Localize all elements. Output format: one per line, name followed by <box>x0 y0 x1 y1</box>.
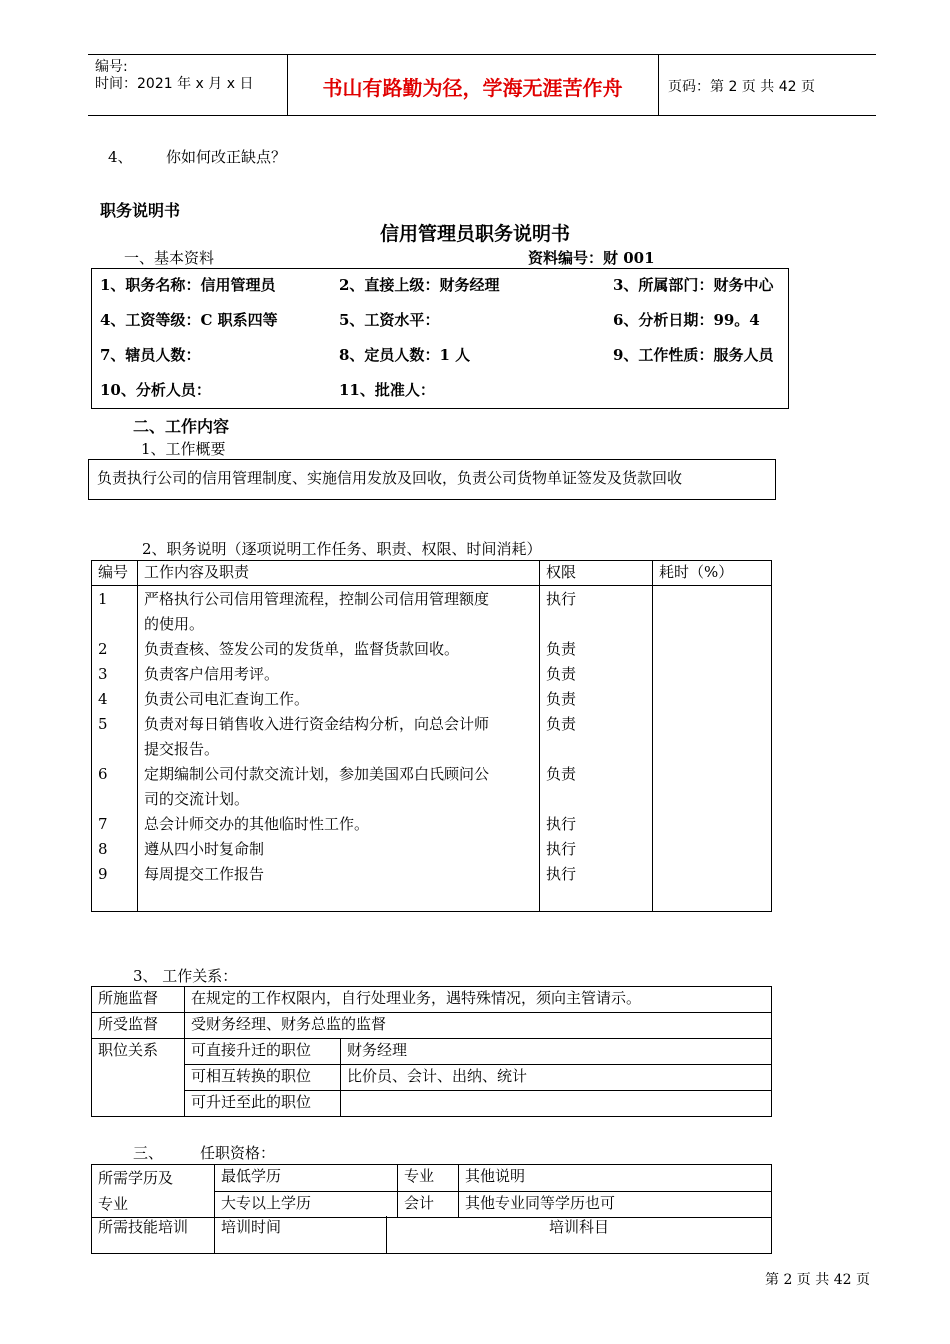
duty-line: 每周提交工作报告 <box>144 865 265 883</box>
duties-authority-column <box>540 586 653 912</box>
header-divider-right <box>658 54 659 115</box>
basic-cell: 9、工作性质：服务人员 <box>613 346 774 364</box>
qualifications-table <box>91 1164 772 1218</box>
duty-line: 负责对每日销售收入进行资金结构分析，向总会计师 <box>144 715 490 733</box>
section-title: 职务说明书 <box>100 201 181 220</box>
basic-cell: 10、分析人员： <box>100 381 211 399</box>
duties-header-authority: 权限 <box>540 561 653 586</box>
duty-authority: 负责 <box>546 765 577 783</box>
duty-line: 负责公司电汇查询工作。 <box>144 690 310 708</box>
duties-header-content: 工作内容及职责 <box>138 561 540 586</box>
training-table <box>91 1216 772 1254</box>
training-time: 培训时间 <box>215 1216 387 1253</box>
relations-label: 3、 工作关系： <box>133 967 238 985</box>
basic-info-box <box>91 268 789 409</box>
qualifications-number: 三、 <box>133 1144 164 1162</box>
header-time-label: 时间：2021 年 x 月 x 日 <box>95 76 254 92</box>
duty-line: 定期编制公司付款交流计划，参加美国邓白氏顾问公 <box>144 765 490 783</box>
question-number: 4、 <box>108 148 133 166</box>
duty-authority: 执行 <box>546 590 577 608</box>
position-value: 财务经理 <box>341 1039 772 1065</box>
basic-cell: 7、辖员人数： <box>100 346 201 364</box>
work-overview-label: 1、工作概要 <box>141 440 226 458</box>
duties-content-column <box>138 586 540 912</box>
duty-line: 严格执行公司信用管理流程，控制公司信用管理额度 <box>144 590 490 608</box>
min-education-value: 大专以上学历 <box>215 1191 398 1218</box>
duties-no-column <box>92 586 138 912</box>
basic-cell: 4、工资等级：C 职系四等 <box>100 311 278 329</box>
major-label: 专业 <box>398 1165 459 1192</box>
header-number-label: 编号: <box>95 59 128 75</box>
table-row: 1 <box>98 590 108 608</box>
major-value: 会计 <box>398 1191 459 1218</box>
duty-line: 司的交流计划。 <box>144 790 250 808</box>
supervise-label: 所施监督 <box>92 987 185 1013</box>
position-value <box>341 1091 772 1117</box>
document-code: 资料编号：财 001 <box>528 249 655 267</box>
education-label-line1: 所需学历及 <box>98 1169 174 1187</box>
table-row: 9 <box>98 865 108 883</box>
duty-authority: 执行 <box>546 840 577 858</box>
duties-header-time: 耗时（%） <box>653 561 772 586</box>
basic-cell: 8、定员人数：1 人 <box>339 346 471 364</box>
duties-label: 2、职务说明（逐项说明工作任务、职责、权限、时间消耗） <box>142 540 542 558</box>
table-row: 8 <box>98 840 108 858</box>
table-row: 6 <box>98 765 108 783</box>
table-row: 7 <box>98 815 108 833</box>
duty-line: 总会计师交办的其他临时性工作。 <box>144 815 370 833</box>
duties-header-no: 编号 <box>92 561 138 586</box>
header-bottom-rule <box>88 115 876 116</box>
table-row: 3 <box>98 665 108 683</box>
basic-cell: 11、批准人： <box>339 381 435 399</box>
position-label: 职位关系 <box>92 1039 185 1117</box>
work-content-label: 二、工作内容 <box>133 417 230 436</box>
document-title: 信用管理员职务说明书 <box>379 223 570 245</box>
training-label: 所需技能培训 <box>92 1216 215 1253</box>
page-footer: 第 2 页 共 42 页 <box>765 1272 870 1288</box>
relations-table <box>91 986 772 1117</box>
table-row: 4 <box>98 690 108 708</box>
position-type: 可相互转换的职位 <box>185 1065 341 1091</box>
basic-info-table <box>92 274 788 414</box>
table-row: 5 <box>98 715 108 733</box>
work-overview-text: 负责执行公司的信用管理制度、实施信用发放及回收，负责公司货物单证签发及货款回收 <box>97 469 683 487</box>
duty-line: 负责客户信用考评。 <box>144 665 280 683</box>
duty-line: 的使用。 <box>144 615 205 633</box>
other-label: 其他说明 <box>459 1165 772 1192</box>
header-top-rule <box>88 54 876 55</box>
supervised-text: 受财务经理、财务总监的监督 <box>185 1013 772 1039</box>
duty-authority: 负责 <box>546 640 577 658</box>
duty-authority: 负责 <box>546 690 577 708</box>
min-education-label: 最低学历 <box>215 1165 398 1192</box>
duty-authority: 执行 <box>546 865 577 883</box>
training-subject: 培训科目 <box>387 1216 772 1253</box>
duties-time-column <box>653 586 772 912</box>
basic-cell <box>607 379 788 414</box>
duty-authority: 执行 <box>546 815 577 833</box>
basic-cell: 5、工资水平： <box>339 311 440 329</box>
supervise-text: 在规定的工作权限内，自行处理业务，遇特殊情况，须向主管请示。 <box>185 987 772 1013</box>
basic-cell: 2、直接上级：财务经理 <box>339 276 500 294</box>
qualifications-label: 任职资格： <box>200 1144 276 1162</box>
position-type: 可升迁至此的职位 <box>185 1091 341 1117</box>
supervised-label: 所受监督 <box>92 1013 185 1039</box>
basic-info-label: 一、基本资料 <box>124 249 215 267</box>
table-row: 2 <box>98 640 108 658</box>
question-text: 你如何改正缺点？ <box>166 148 287 166</box>
header-page-label: 页码：第 2 页 共 42 页 <box>668 79 815 95</box>
basic-cell: 6、分析日期：99。4 <box>613 311 760 329</box>
duties-table <box>91 560 772 912</box>
position-value: 比价员、会计、出纳、统计 <box>341 1065 772 1091</box>
education-label-line2: 专业 <box>98 1195 129 1213</box>
education-label <box>92 1165 215 1218</box>
duty-authority: 负责 <box>546 715 577 733</box>
position-type: 可直接升迁的职位 <box>185 1039 341 1065</box>
duty-authority: 负责 <box>546 665 577 683</box>
other-value: 其他专业同等学历也可 <box>459 1191 772 1218</box>
basic-cell: 1、职务名称：信用管理员 <box>100 276 276 294</box>
work-overview-box <box>88 459 776 500</box>
duty-line: 提交报告。 <box>144 740 220 758</box>
header-motto: 书山有路勤为径，学海无涯苦作舟 <box>322 76 623 100</box>
duty-line: 遵从四小时复命制 <box>144 840 265 858</box>
basic-cell: 3、所属部门：财务中心 <box>613 276 774 294</box>
duty-line: 负责查核、签发公司的发货单，监督货款回收。 <box>144 640 460 658</box>
